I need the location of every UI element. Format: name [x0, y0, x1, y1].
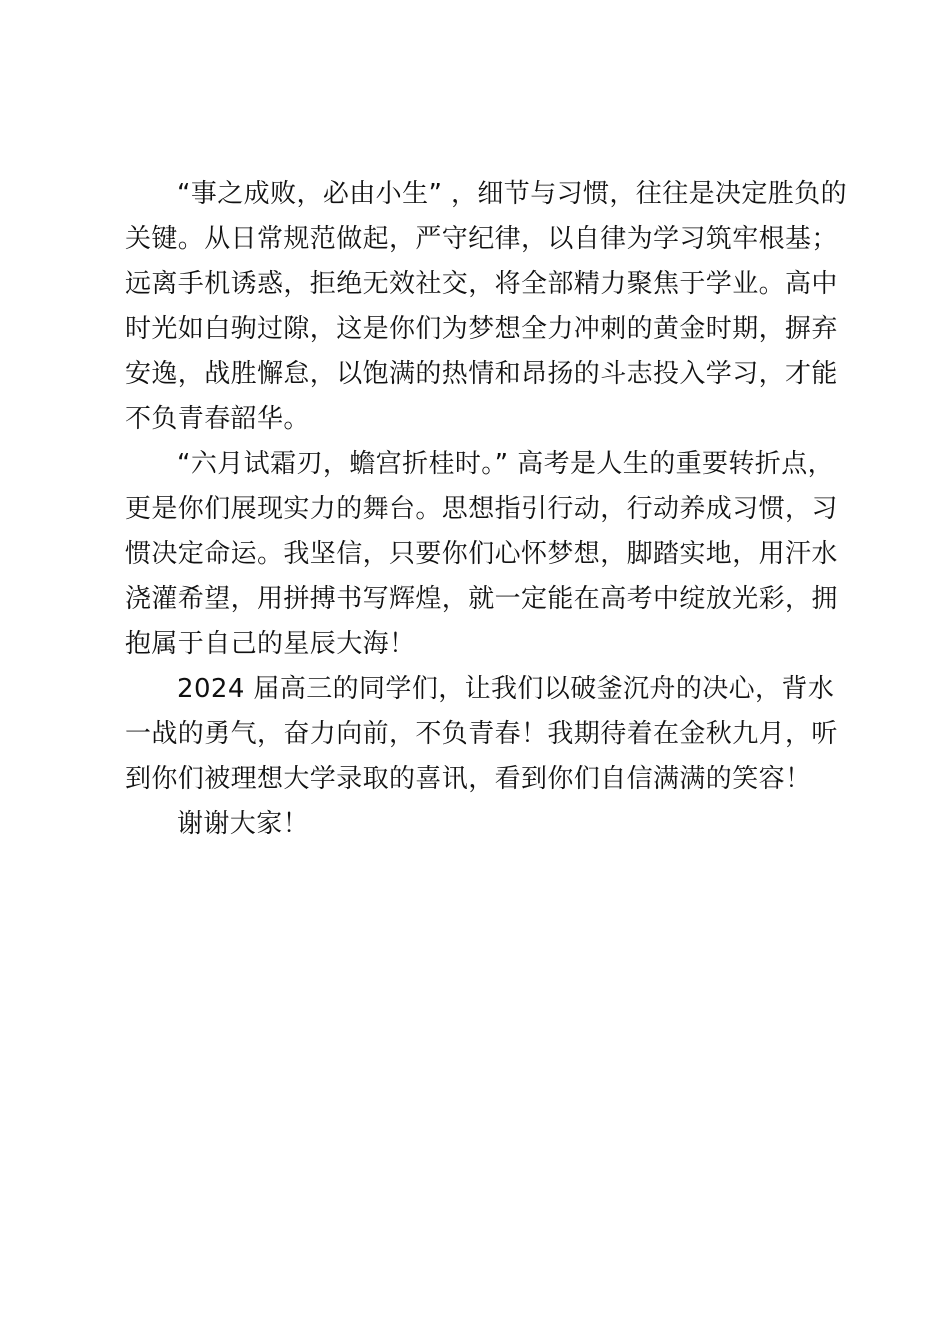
text-line: 时光如白驹过隙，这是你们为梦想全力冲刺的黄金时期，摒弃: [125, 314, 838, 344]
speech-body: [125, 172, 848, 847]
text-line: 远离手机诱惑，拒绝无效社交，将全部精力聚焦于学业。高中: [125, 269, 838, 299]
text-line: 一战的勇气，奋力向前，不负青春！我期待着在金秋九月，听: [125, 719, 838, 749]
paragraph-details-habits: [125, 172, 848, 442]
text-line: 抱属于自己的星辰大海！: [125, 629, 416, 659]
text-line: 关键。从日常规范做起，严守纪律，以自律为学习筑牢根基；: [125, 224, 838, 254]
text-line: 惯决定命运。我坚信，只要你们心怀梦想，脚踏实地，用汗水: [125, 539, 838, 569]
text-line: 谢谢大家！: [177, 809, 310, 839]
paragraph-class-2024: [125, 667, 838, 802]
text-line: 浇灌希望，用拼搏书写辉煌，就一定能在高考中绽放光彩，拥: [125, 584, 838, 614]
text-line: “六月试霜刃，蟾宫折桂时。” 高考是人生的重要转折点，: [177, 449, 835, 479]
text-line: 2024 届高三的同学们，让我们以破釜沉舟的决心，背水: [177, 674, 835, 704]
paragraph-gaokao: [125, 442, 838, 667]
text-line: “事之成败，必由小生” ，细节与习惯，往往是决定胜负的: [177, 179, 848, 209]
text-line: 更是你们展现实力的舞台。思想指引行动，行动养成习惯，习: [125, 494, 838, 524]
text-line: 到你们被理想大学录取的喜讯，看到你们自信满满的笑容！: [125, 764, 812, 794]
text-line: 安逸，战胜懈怠，以饱满的热情和昂扬的斗志投入学习，才能: [125, 359, 838, 389]
text-line: 不负青春韶华。: [125, 404, 310, 434]
paragraph-closing: [125, 802, 831, 847]
